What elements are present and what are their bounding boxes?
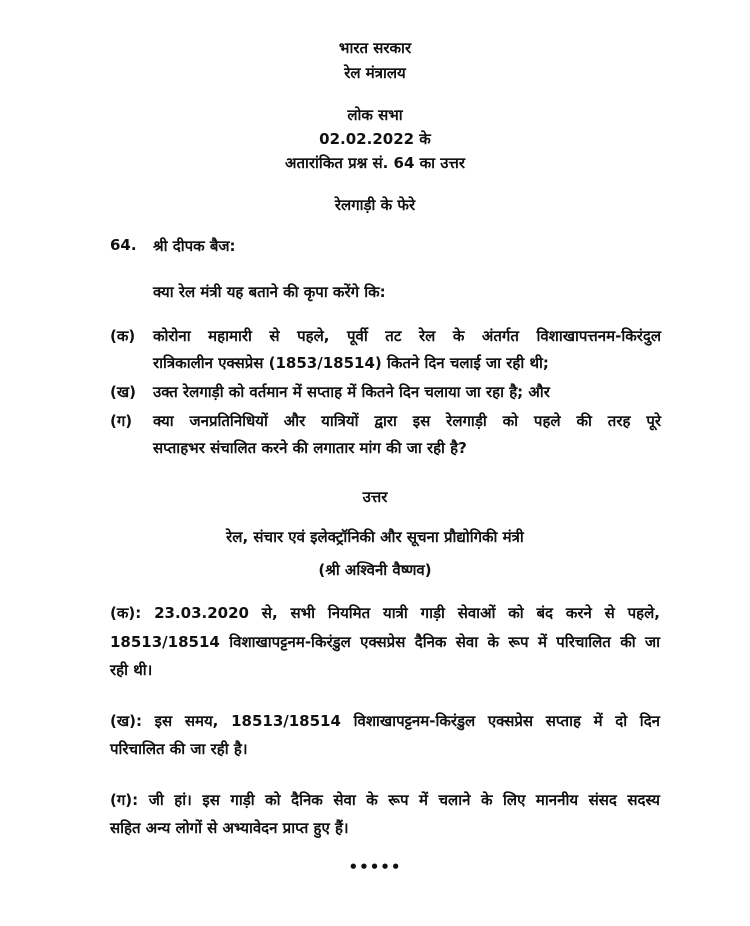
answer-part-text: (ग): जी हां। इस गाड़ी को दैनिक सेवा के रूप में चलाने के लिए माननीय संसद सदस्य	[110, 791, 660, 809]
question-part-label: (ग)	[110, 412, 133, 430]
question-part-text: रात्रिकालीन एक्सप्रेस (1853/18514) कितने दिन चलाई जा रही थी;	[153, 354, 549, 372]
question-intro: क्या रेल मंत्री यह बताने की कृपा करेंगे कि:	[153, 283, 386, 301]
member-name: श्री दीपक बैज:	[153, 237, 236, 255]
question-reference: अतारांकित प्रश्न सं. 64 का उत्तर	[285, 154, 465, 172]
subject-title: रेलगाड़ी के फेरे	[334, 196, 416, 214]
ministry-heading: रेल मंत्रालय	[344, 64, 406, 82]
question-part-label: (क)	[110, 327, 136, 345]
answer-part-text: रही थी।	[110, 661, 153, 679]
answer-part-text: (ख): इस समय, 18513/18514 विशाखापट्टनम-किरंडुल एक्सप्रेस सप्ताह में दो दिन	[110, 712, 660, 730]
question-number: 64.	[110, 236, 137, 254]
answer-part-text: 18513/18514 विशाखापट्टनम-किरंडुल एक्सप्रेस दैनिक सेवा के रूप में परिचालित की जा	[110, 633, 660, 651]
answer-part-text: सहित अन्य लोगों से अभ्यावेदन प्राप्त हुए हैं।	[110, 819, 349, 837]
answer-heading: उत्तर	[362, 488, 388, 506]
question-date: 02.02.2022 के	[319, 130, 431, 148]
house-label: लोक सभा	[347, 106, 403, 124]
question-part-label: (ख)	[110, 383, 136, 401]
question-part-text: क्या जनप्रतिनिधियों और यात्रियों द्वारा इस रेलगाड़ी को पहले की तरह पूरे	[153, 412, 661, 430]
minister-name: (श्री अश्विनी वैष्णव)	[318, 561, 432, 579]
question-part-text: उक्त रेलगाड़ी को वर्तमान में सप्ताह में कितने दिन चलाया जा रहा है; और	[153, 383, 550, 401]
question-part-text: कोरोना महामारी से पहले, पूर्वी तट रेल के अंतर्गत विशाखापत्तनम-किरंदुल	[153, 327, 661, 345]
answer-part-text: परिचालित की जा रही है।	[110, 740, 248, 758]
minister-title: रेल, संचार एवं इलेक्ट्रॉनिकी और सूचना प्रौद्योगिकी मंत्री	[226, 528, 524, 546]
govt-heading: भारत सरकार	[338, 39, 412, 57]
end-of-document-mark: •••••	[348, 858, 402, 876]
question-part-text: सप्ताहभर संचालित करने की लगातार मांग की जा रही है?	[153, 439, 467, 457]
answer-part-text: (क): 23.03.2020 से, सभी नियमित यात्री गाड़ी सेवाओं को बंद करने से पहले,	[110, 604, 660, 622]
